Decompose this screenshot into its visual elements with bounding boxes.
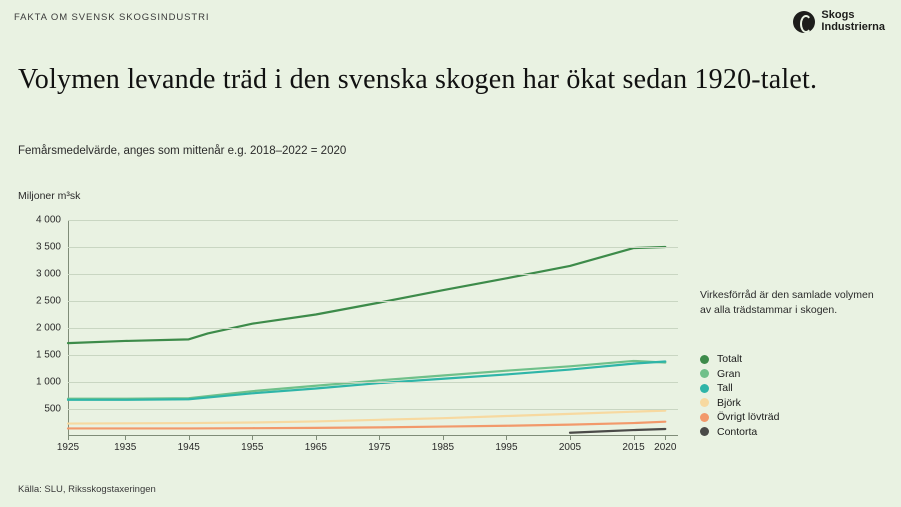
legend-item-label: Övrigt lövträd — [717, 411, 780, 424]
legend-color-dot-icon — [700, 369, 709, 378]
brand-logo-line1: Skogs — [821, 9, 855, 21]
legend-item-label: Contorta — [717, 425, 758, 438]
x-axis-tick-label: 1965 — [304, 442, 327, 453]
legend-item[interactable] — [700, 410, 779, 425]
series-line-gran — [68, 361, 665, 399]
x-axis-tick-label: 1995 — [495, 442, 518, 453]
legend-color-dot-icon — [700, 355, 709, 364]
gridline — [68, 409, 678, 410]
series-line-contorta — [570, 429, 665, 433]
legend-color-dot-icon — [700, 413, 709, 422]
source-label: Källa: SLU, Riksskogstaxeringen — [18, 484, 156, 495]
legend-item[interactable] — [700, 425, 779, 440]
chart-plot-area — [35, 214, 678, 453]
y-axis-tick-label: 2 500 — [35, 295, 61, 307]
gridline — [68, 274, 678, 275]
chart-legend — [700, 352, 779, 439]
y-axis-tick-label: 2 000 — [35, 322, 61, 334]
legend-item-label: Gran — [717, 367, 741, 380]
y-axis-unit-label: Miljoner m³sk — [18, 190, 81, 202]
x-axis-tick — [506, 436, 507, 440]
y-axis-tick-label: 500 — [44, 403, 61, 415]
x-axis-tick — [665, 436, 666, 440]
x-axis-tick-label: 1925 — [56, 442, 80, 453]
y-axis-tick-label: 3 500 — [35, 241, 61, 253]
x-axis-tick-label: 2020 — [654, 442, 677, 453]
eyebrow-label: FAKTA OM SVENSK SKOGSINDUSTRI — [14, 12, 210, 23]
x-axis-tick — [125, 436, 126, 440]
x-axis-tick — [316, 436, 317, 440]
x-axis-tick — [443, 436, 444, 440]
x-axis-tick — [252, 436, 253, 440]
x-axis-tick-label: 1935 — [114, 442, 137, 453]
gridline — [68, 382, 678, 383]
x-axis-tick — [189, 436, 190, 440]
x-axis-tick-label: 1955 — [241, 442, 264, 453]
x-axis-tick — [379, 436, 380, 440]
legend-color-dot-icon — [700, 427, 709, 436]
gridline — [68, 247, 678, 248]
gridline — [68, 220, 678, 221]
legend-item[interactable] — [700, 367, 779, 382]
y-axis-tick-label: 1 000 — [35, 376, 61, 388]
skogsindustrierna-logo-icon — [793, 11, 815, 33]
x-axis-tick-label: 1985 — [431, 442, 455, 453]
legend-item-label: Totalt — [717, 353, 743, 366]
page-title: Volymen levande träd i den svenska skogen har ökat sedan 1920-talet. — [18, 64, 818, 95]
x-axis-tick-label: 2005 — [558, 442, 582, 453]
chart-note: Virkesförråd är den samlade volymen av alla trädstammar i skogen. — [700, 289, 874, 317]
x-axis-tick-label: 1975 — [368, 442, 391, 453]
x-axis-tick — [570, 436, 571, 440]
y-axis-tick-label: 4 000 — [35, 214, 61, 226]
legend-color-dot-icon — [700, 398, 709, 407]
legend-color-dot-icon — [700, 384, 709, 393]
legend-item[interactable] — [700, 381, 779, 396]
legend-item-label: Tall — [717, 382, 733, 395]
brand-logo — [793, 10, 885, 33]
x-axis-tick-label: 1945 — [177, 442, 200, 453]
legend-item[interactable] — [700, 396, 779, 411]
gridline — [68, 301, 678, 302]
brand-logo-line2: Industrierna — [821, 20, 885, 33]
chart-subtitle: Femårsmedelvärde, anges som mittenår e.g. 2018–2022 = 2020 — [18, 145, 347, 157]
y-axis-tick-label: 1 500 — [35, 349, 61, 361]
x-axis-tick — [634, 436, 635, 440]
x-axis-tick-label: 2015 — [622, 442, 645, 453]
x-axis-tick — [68, 436, 69, 440]
legend-item-label: Björk — [717, 396, 741, 409]
y-axis-tick-label: 3 000 — [35, 268, 61, 280]
line-chart — [18, 212, 678, 464]
gridline — [68, 328, 678, 329]
series-line-björk — [68, 411, 665, 424]
gridline — [68, 355, 678, 356]
brand-logo-text — [821, 10, 885, 33]
legend-item[interactable] — [700, 352, 779, 367]
